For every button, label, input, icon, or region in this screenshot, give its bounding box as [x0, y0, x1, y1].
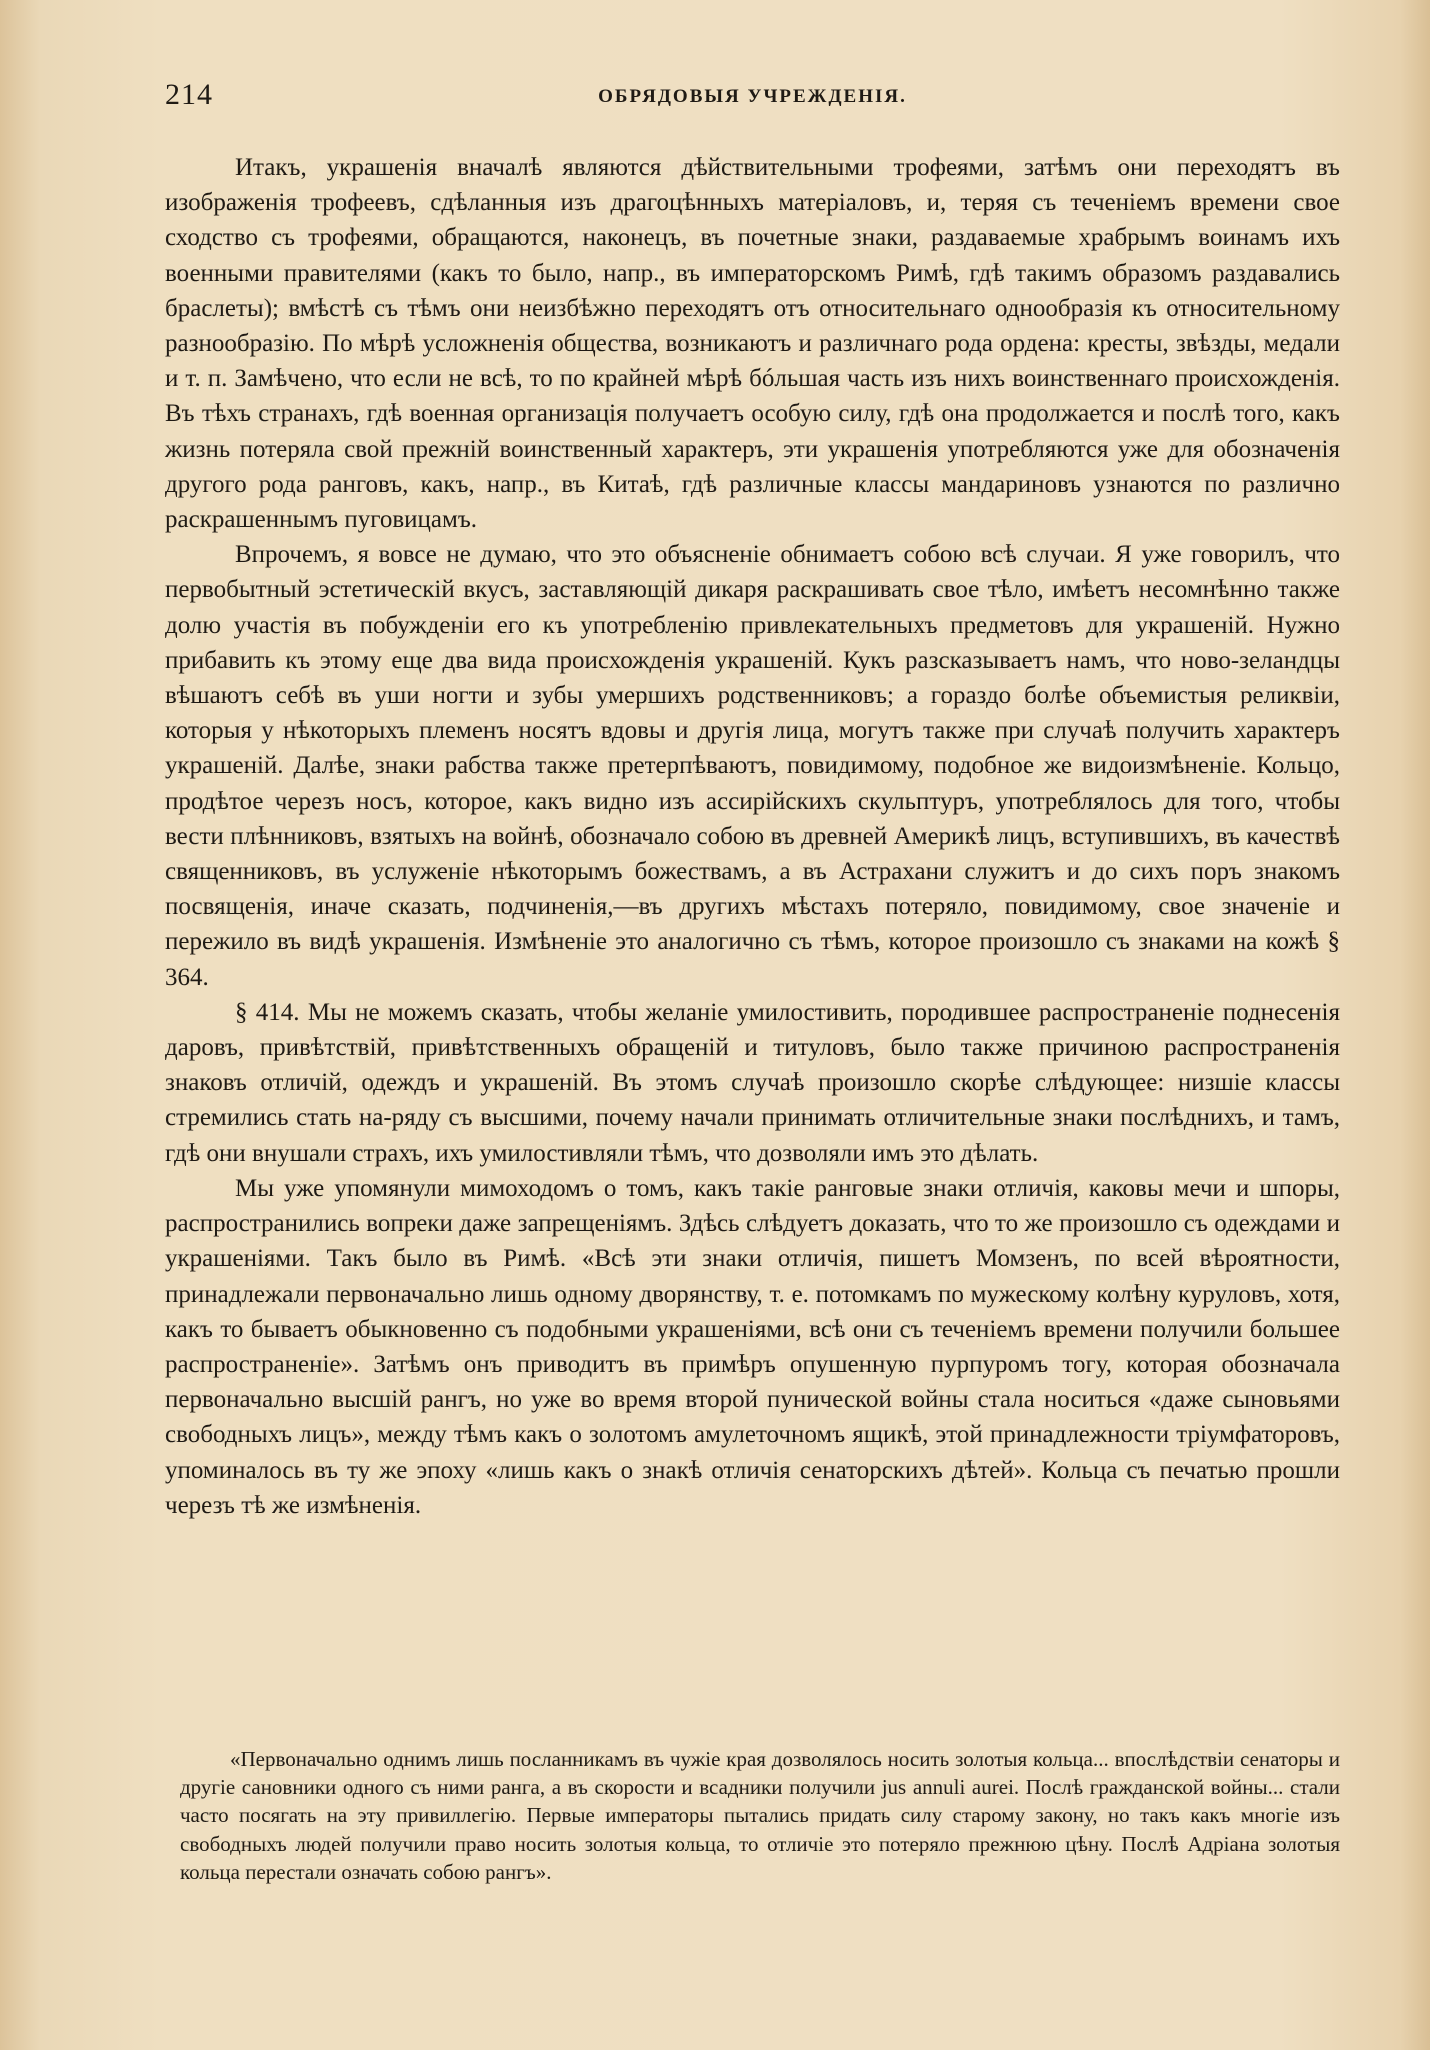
paragraph: Мы уже упомянули мимоходомъ о томъ, какъ такіе ранговые знаки отличія, каковы мечи и шпоры, распространились вопреки даже запрещеніямъ. Здѣсь слѣдуетъ доказать, что то же произошло съ одеждами и украшеніями. Такъ было въ Римѣ. «Всѣ эти знаки отличія, пишетъ Момзенъ, по всей вѣроятности, принадлежали первоначально лишь одному дворянству, т. е. потомкамъ по мужескому колѣну куруловъ, хотя, какъ то бываетъ обыкновенно съ подобными украшеніями, всѣ они съ теченіемъ времени получили большее распространеніе». Затѣмъ онъ приводитъ въ примѣръ опушенную пурпуромъ тогу, которая обозначала первоначально высшій рангъ, но уже во время второй пунической войны стала носиться «даже сыновьями свободныхъ лицъ», между тѣмъ какъ о золотомъ амулеточномъ ящикѣ, этой принадлежности тріумфаторовъ, упоминалось въ ту же эпоху «лишь какъ о знакѣ отличія сенаторскихъ дѣтей». Кольца съ печатью прошли черезъ тѣ же измѣненія.: [165, 1174, 1340, 1519]
paragraph: Итакъ, украшенія вначалѣ являются дѣйствительными трофеями, затѣмъ они переходятъ въ изображенія трофеевъ, сдѣланныя изъ драгоцѣнныхъ матеріаловъ, и, теряя съ теченіемъ времени свое сходство съ трофеями, обращаются, наконецъ, въ почетные знаки, раздаваемые храбрымъ воинамъ ихъ военными правителями (какъ то было, напр., въ императорскомъ Римѣ, гдѣ такимъ образомъ раздавались браслеты); вмѣстѣ съ тѣмъ они неизбѣжно переходятъ отъ относительнаго однообразія къ относительному разнообразію. По мѣрѣ усложненія общества, возникаютъ и различнаго рода ордена: кресты, звѣзды, медали и т. п. Замѣчено, что если не всѣ, то по крайней мѣрѣ бóльшая часть изъ нихъ воинственнаго происхожденія. Въ тѣхъ странахъ, гдѣ военная организація получаетъ особую силу, гдѣ она продолжается и послѣ того, какъ жизнь потеряла свой прежній воинственный характеръ, эти украшенія употребляются уже для обозначенія другого рода ранговъ, какъ, напр., въ Китаѣ, гдѣ различные классы мандариновъ узнаются по различно раскрашеннымъ пуговицамъ.: [165, 154, 1340, 534]
page-header: [165, 78, 1340, 118]
paragraph: § 414. Мы не можемъ сказать, чтобы желаніе умилостивить, породившее распространеніе поднесенія даровъ, привѣтствій, привѣтственныхъ обращеній и титуловъ, было также причиною распространенія знаковъ отличій, одеждъ и украшеній. Въ этомъ случаѣ произошло скорѣе слѣдующее: низшіе классы стремились стать на-ряду съ высшими, почему начали принимать отличительные знаки послѣднихъ, и тамъ, гдѣ они внушали страхъ, ихъ умилостивляли тѣмъ, что дозволяли имъ это дѣлать.: [165, 998, 1340, 1167]
footnote: [180, 1745, 1340, 1886]
running-title: ОБРЯДОВЫЯ УЧРЕЖДЕНІЯ.: [598, 86, 907, 107]
paragraph: Впрочемъ, я вовсе не думаю, что это объясненіе обнимаетъ собою всѣ случаи. Я уже говорилъ, что первобытный эстетическій вкусъ, заставляющій дикаря раскрашивать свое тѣло, имѣетъ несомнѣнно также долю участія въ побужденіи его къ употребленію привлекательныхъ предметовъ для украшеній. Нужно прибавить къ этому еще два вида происхожденія украшеній. Кукъ разсказываетъ намъ, что ново-зеландцы вѣшаютъ себѣ въ уши ногти и зубы умершихъ родственниковъ; а гораздо болѣе объемистыя реликвіи, которыя у нѣкоторыхъ племенъ носятъ вдовы и другія лица, могутъ также при случаѣ получить характеръ украшеній. Далѣе, знаки рабства также претерпѣваютъ, повидимому, подобное же видоизмѣненіе. Кольцо, продѣтое черезъ носъ, которое, какъ видно изъ ассирійскихъ скульптуръ, употреблялось для того, чтобы вести плѣнниковъ, взятыхъ на войнѣ, обозначало собою въ древней Америкѣ лицъ, вступившихъ, въ качествѣ священниковъ, въ услуженіе нѣкоторымъ божествамъ, а въ Астрахани служитъ и до сихъ поръ знакомъ посвященія, иначе сказать, подчиненія,—въ другихъ мѣстахъ потеряло, повидимому, свое значеніе и пережило въ видѣ украшенія. Измѣненіе это аналогично съ тѣмъ, которое произошло съ знаками на кожѣ § 364.: [165, 541, 1340, 991]
footnote-text: «Первоначально однимъ лишь посланникамъ въ чужіе края дозволялось носить золотыя кольца... впослѣдствіи сенаторы и другіе сановники одного съ ними ранга, а въ скорости и всадники получили jus annuli aurei. Послѣ гражданской войны... стали часто посягать на эту привиллегію. Первые императоры пытались придать силу старому закону, но такъ какъ многіе изъ свободныхъ людей получили право носить золотыя кольца, то отличіе это потеряло прежнюю цѣну. Послѣ Адріана золотыя кольца перестали означать собою рангъ».: [180, 1747, 1340, 1884]
main-text: [165, 150, 1340, 1523]
page-number: 214: [165, 78, 213, 111]
